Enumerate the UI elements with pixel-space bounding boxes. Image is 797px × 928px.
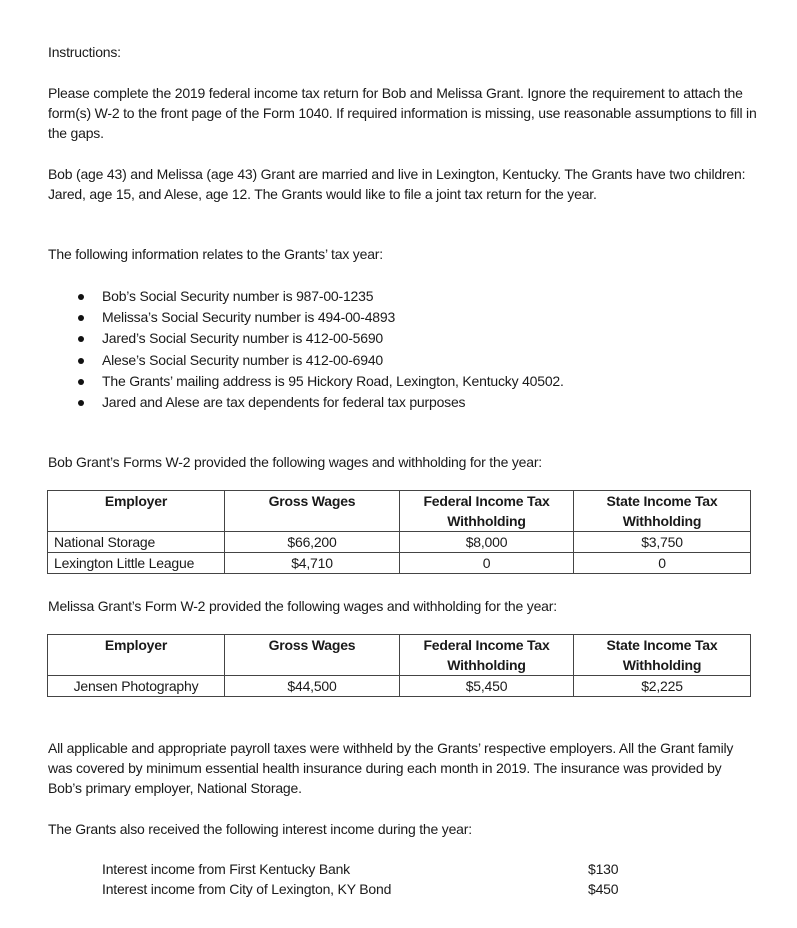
- header-state-withholding: State Income Tax Withholding: [574, 635, 751, 676]
- list-item: Melissa’s Social Security number is 494-00-4893: [48, 307, 564, 328]
- header-state-withholding: State Income Tax Withholding: [574, 491, 751, 532]
- cell-state: $2,225: [574, 676, 751, 697]
- facts-list: [48, 286, 564, 413]
- paragraph-family: Bob (age 43) and Melissa (age 43) Grant are married and live in Lexington, Kentucky. The Grants have two children: Jared, age 15, and Alese, age 12. The Grants would like to file a joint tax return for the year.: [48, 166, 746, 202]
- header-federal-withholding: Federal Income Tax Withholding: [400, 635, 574, 676]
- list-item: Jared’s Social Security number is 412-00-5690: [48, 328, 564, 349]
- table-row: [48, 532, 751, 553]
- list-item: Jared and Alese are tax dependents for federal tax purposes: [48, 392, 564, 413]
- melissa-w2-intro: Melissa Grant’s Form W-2 provided the following wages and withholding for the year:: [48, 598, 557, 614]
- melissa-w2-table: [47, 634, 751, 697]
- instructions-heading: Instructions:: [48, 44, 121, 60]
- cell-federal: $5,450: [400, 676, 574, 697]
- cell-gross-wages: $66,200: [225, 532, 400, 553]
- header-federal-withholding: Federal Income Tax Withholding: [400, 491, 574, 532]
- cell-state: 0: [574, 553, 751, 574]
- header-employer: Employer: [48, 491, 225, 532]
- cell-federal: 0: [400, 553, 574, 574]
- list-item: The Grants’ mailing address is 95 Hickory Road, Lexington, Kentucky 40502.: [48, 371, 564, 392]
- cell-federal: $8,000: [400, 532, 574, 553]
- interest-intro: The Grants also received the following interest income during the year:: [48, 821, 472, 837]
- interest-amount: $130: [588, 861, 619, 877]
- bob-w2-intro: Bob Grant’s Forms W-2 provided the following wages and withholding for the year:: [48, 454, 542, 470]
- header-gross-wages: Gross Wages: [225, 635, 400, 676]
- list-item: Bob’s Social Security number is 987-00-1235: [48, 286, 564, 307]
- payroll-paragraph: All applicable and appropriate payroll taxes were withheld by the Grants’ respective employers. All the Grant family was covered by minimum essential health insurance during each month in 2019. The insurance was provided by Bob’s primary employer, National Storage.: [48, 740, 734, 796]
- cell-state: $3,750: [574, 532, 751, 553]
- cell-gross-wages: $4,710: [225, 553, 400, 574]
- table-row: [48, 676, 751, 697]
- cell-gross-wages: $44,500: [225, 676, 400, 697]
- table-row: [48, 553, 751, 574]
- bob-w2-table: [47, 490, 751, 574]
- paragraph-task: Please complete the 2019 federal income tax return for Bob and Melissa Grant. Ignore the requirement to attach the form(s) W-2 to the front page of the Form 1040. If required information is missing, use reasonable assumptions to fill in the gaps.: [48, 85, 757, 141]
- interest-label: Interest income from City of Lexington, KY Bond: [102, 881, 392, 897]
- header-employer: Employer: [48, 635, 225, 676]
- list-item: Alese’s Social Security number is 412-00-6940: [48, 350, 564, 371]
- interest-amount: $450: [588, 881, 619, 897]
- cell-employer: Lexington Little League: [48, 553, 225, 574]
- interest-label: Interest income from First Kentucky Bank: [102, 861, 350, 877]
- cell-employer: Jensen Photography: [48, 676, 225, 697]
- paragraph-info-intro: The following information relates to the Grants’ tax year:: [48, 246, 383, 262]
- table-header-row: [48, 635, 751, 676]
- header-gross-wages: Gross Wages: [225, 491, 400, 532]
- cell-employer: National Storage: [48, 532, 225, 553]
- table-header-row: [48, 491, 751, 532]
